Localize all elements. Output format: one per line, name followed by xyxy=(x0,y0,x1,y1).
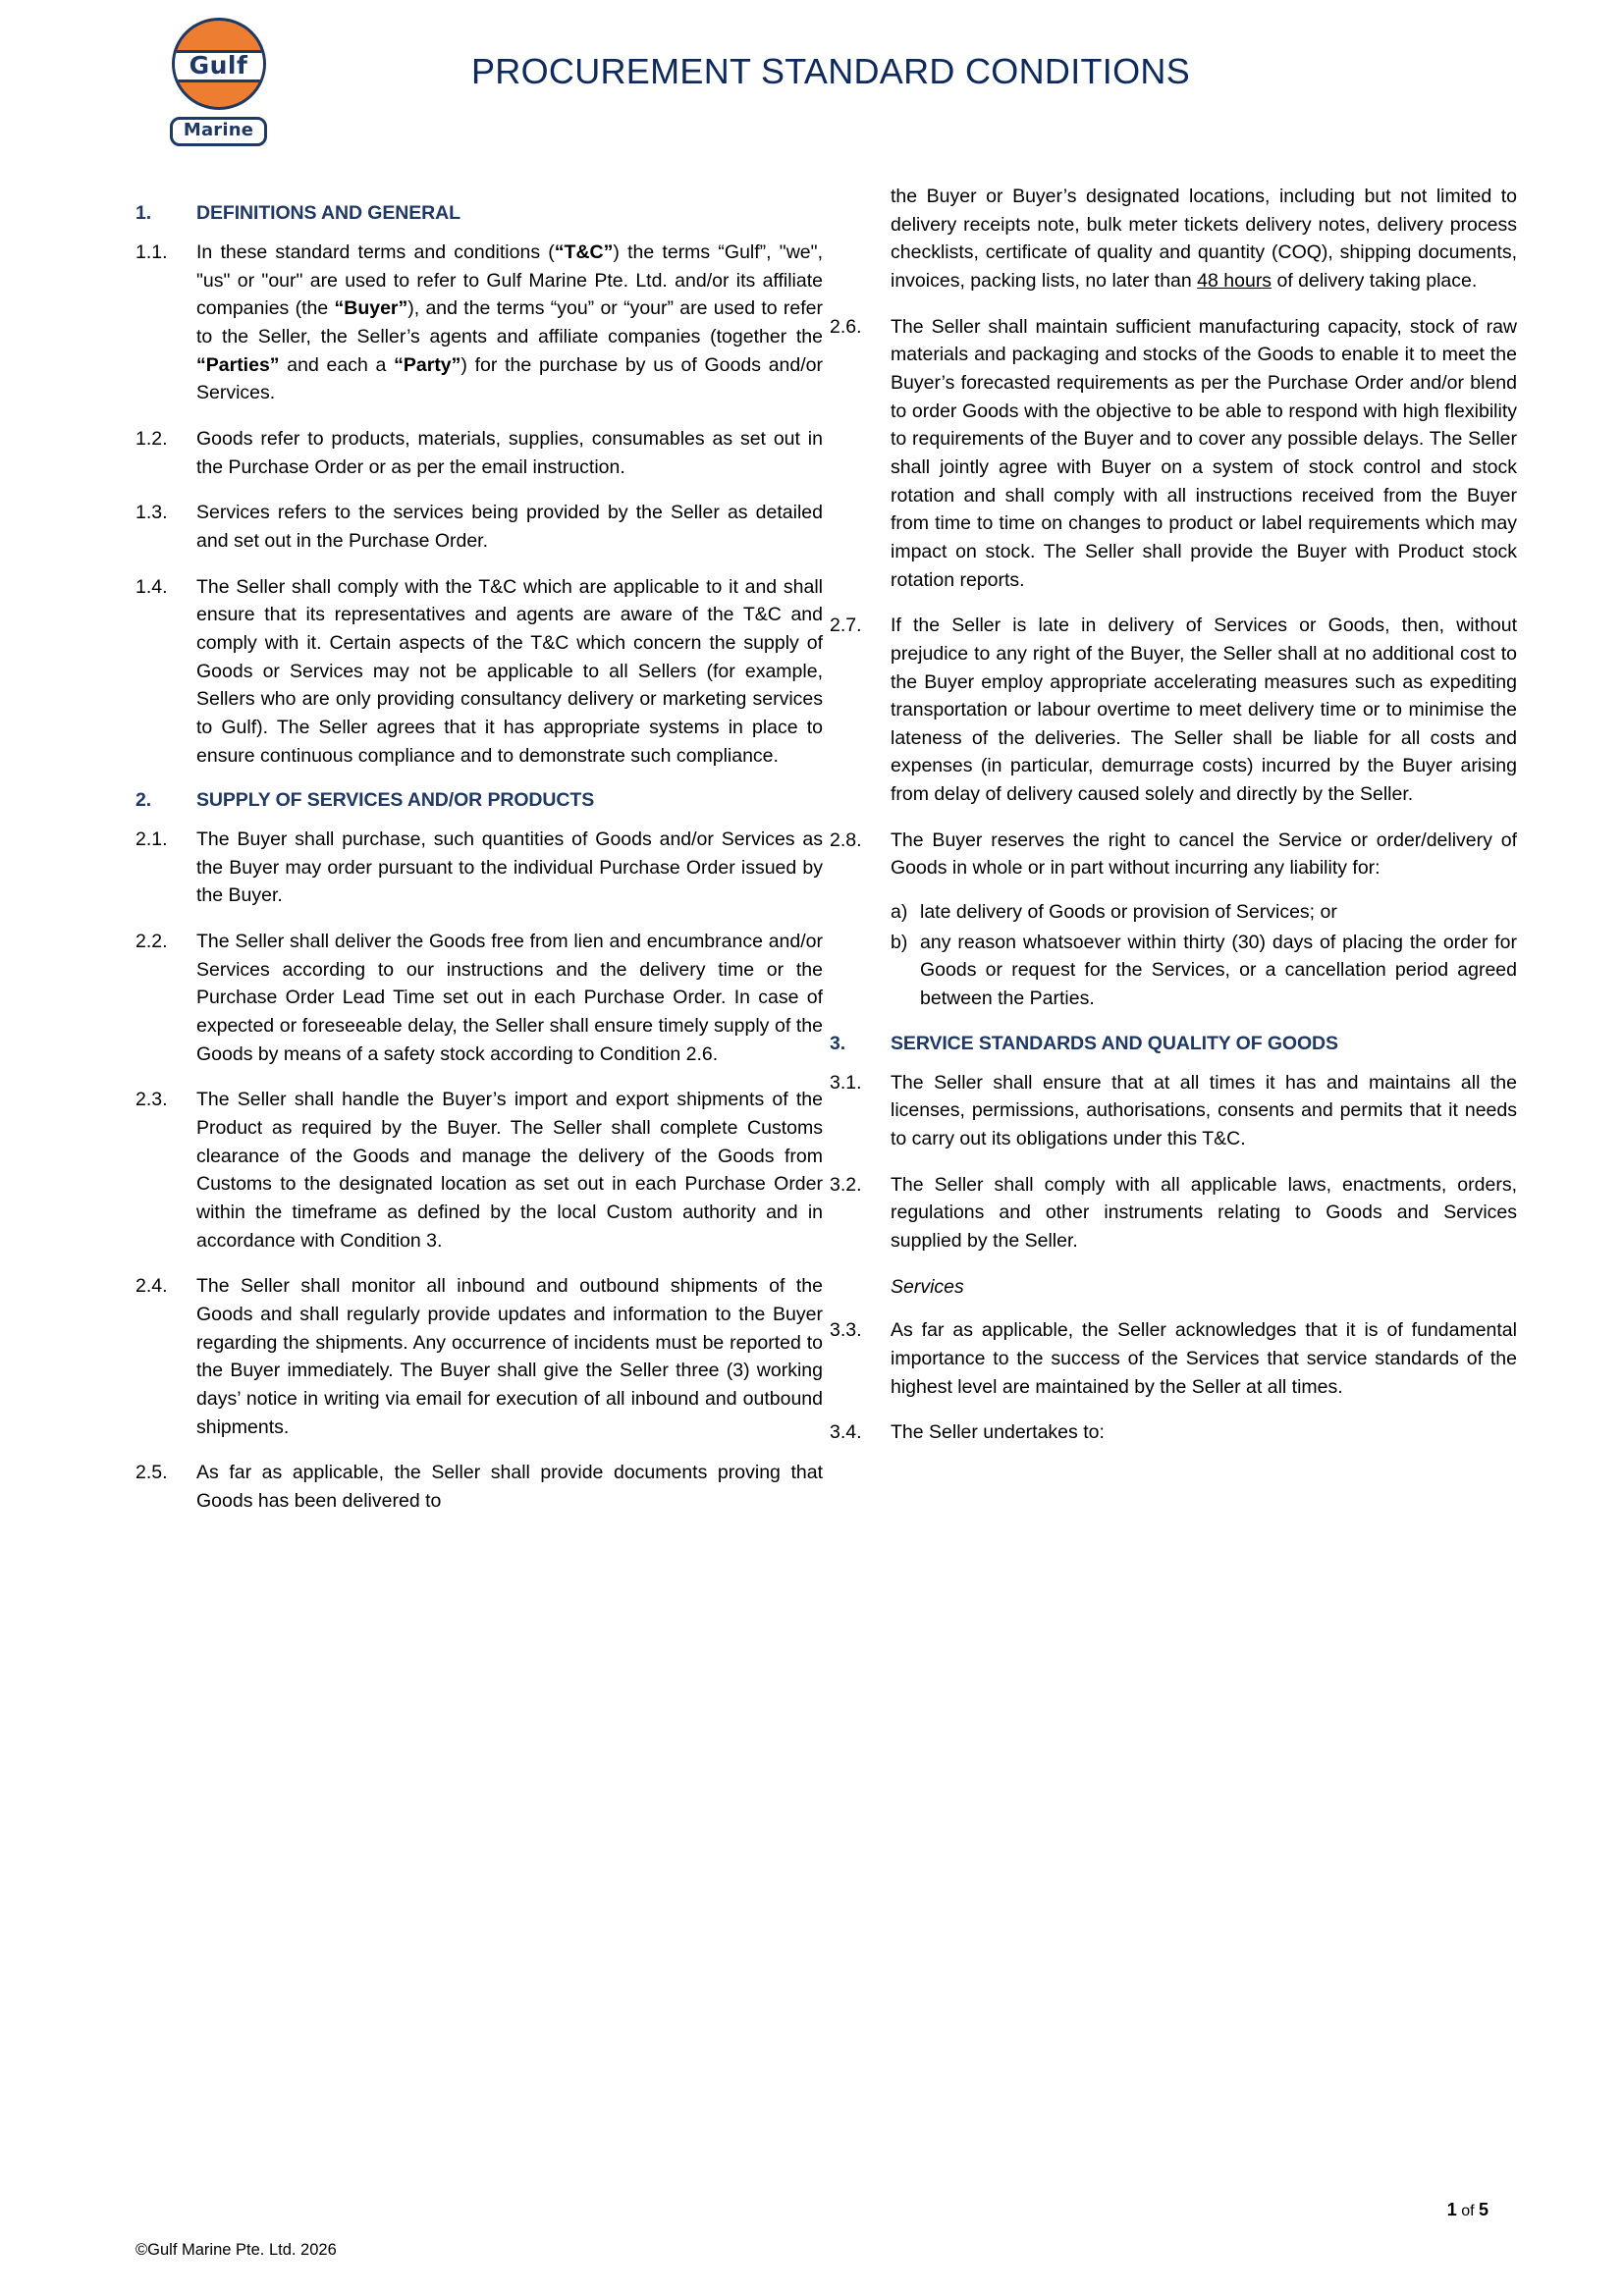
clause-number: 2.2. xyxy=(135,931,168,953)
document-body xyxy=(0,183,1624,2146)
column-left xyxy=(135,183,823,1533)
page-number xyxy=(1447,2200,1489,2220)
clause-1-3 xyxy=(135,499,823,555)
section-title: SUPPLY OF SERVICES AND/OR PRODUCTS xyxy=(196,789,595,812)
clause-2-4 xyxy=(135,1272,823,1441)
clause-text: Goods refer to products, materials, supplies, consumables as set out in the Purchase Order or as per the email instruction. xyxy=(196,427,823,478)
clause-2-1 xyxy=(135,826,823,910)
page-number-separator: of xyxy=(1456,2203,1479,2219)
section-number: 3. xyxy=(830,1032,846,1054)
page-title: PROCUREMENT STANDARD CONDITIONS xyxy=(471,51,1191,91)
section-heading-3 xyxy=(830,1033,1517,1055)
clause-2-3 xyxy=(135,1086,823,1255)
clause-text: The Seller shall handle the Buyer’s import and export shipments of the Product as required by the Buyer. The Seller shall complete Customs clearance of the Goods and manage the delivery of the Goods from Customs to the designated location as set out in each Purchase Order within the timeframe as defined by the local Custom authority and in accordance with Condition 3. xyxy=(196,1089,823,1252)
clause-text: The Seller undertakes to: xyxy=(891,1421,1105,1444)
clause-number xyxy=(830,183,891,295)
clause-number: 2.6. xyxy=(830,315,862,338)
clause-text: Services refers to the services being provided by the Seller as detailed and set out in the Purchase Order. xyxy=(196,502,823,552)
gulf-marine-logo xyxy=(157,18,280,146)
clause-number: 2.1. xyxy=(135,828,168,851)
clause-text: The Seller shall maintain sufficient manufacturing capacity, stock of raw materials and packaging and stocks of the Goods to enable it to meet the Buyer’s forecasted requirements as per the Purchase Order and/or blend to order Goods with the objective to be able to respond with high flexibility to requirements of the Buyer and to cover any possible delays. The Seller shall jointly agree with Buyer on a system of stock control and stock rotation and shall comply with all instructions received from the Buyer from time to time on changes to product or label requirements which may impact on stock. The Seller shall provide the Buyer with Product stock rotation reports. xyxy=(891,315,1517,591)
clause-2-5-continuation xyxy=(830,183,1517,295)
clause-number: 2.5. xyxy=(135,1462,168,1484)
copyright-notice: ©Gulf Marine Pte. Ltd. 2026 xyxy=(135,2241,337,2259)
gulf-logo-disc xyxy=(172,18,266,110)
clause-text: The Seller shall comply with all applicable laws, enactments, orders, regulations and other instruments relating to Goods and Services supplied by the Seller. xyxy=(891,1173,1517,1252)
clause-text: The Buyer shall purchase, such quantities of Goods and/or Services as the Buyer may order pursuant to the individual Purchase Order issued by the Buyer. xyxy=(196,828,823,907)
clause-number: 3.3. xyxy=(830,1319,862,1342)
subsection-heading-services: Services xyxy=(891,1275,964,1298)
clause-2-6 xyxy=(830,313,1517,595)
clause-number: 1.2. xyxy=(135,427,168,450)
clause-number: 3.4. xyxy=(830,1421,862,1444)
marine-badge-label: Marine xyxy=(183,120,254,140)
list-item-text: any reason whatsoever within thirty (30) days of placing the order for Goods or request for the Services, or a cancellation period agreed between the Parties. xyxy=(920,931,1517,1010)
clause-number: 3.2. xyxy=(830,1173,862,1196)
clause-text: The Seller shall deliver the Goods free from lien and encumbrance and/or Services according to our instructions and the delivery time or the Purchase Order Lead Time set out in each Purchase Order. In case of expected or foreseeable delay, the Seller shall ensure timely supply of the Goods by means of a safety stock according to Condition 2.6. xyxy=(196,931,823,1065)
column-right xyxy=(830,183,1517,1465)
section-number: 1. xyxy=(135,202,152,224)
list-item-text: late delivery of Goods or provision of Services; or xyxy=(920,901,1337,924)
section-heading-2 xyxy=(135,789,823,812)
clause-text: The Seller shall comply with the T&C which are applicable to it and shall ensure that its representatives and agents are aware of the T&C and comply with it. Certain aspects of the T&C which concern the supply of Goods or Services may not be applicable to all Sellers (for example, Sellers who are only providing consultancy delivery or marketing services to Gulf). The Seller agrees that it has appropriate systems in place to ensure continuous compliance and to demonstrate such compliance. xyxy=(196,575,823,767)
page-number-current: 1 xyxy=(1446,2200,1457,2219)
clause-number: 2.3. xyxy=(135,1089,168,1111)
section-number: 2. xyxy=(135,789,152,812)
page-footer xyxy=(0,2159,1624,2296)
clause-2-2 xyxy=(135,928,823,1068)
clause-text: The Buyer reserves the right to cancel the Service or order/delivery of Goods in whole or in part without incurring any liability for: xyxy=(891,828,1517,880)
section-title: DEFINITIONS AND GENERAL xyxy=(196,202,460,224)
clause-2-8 xyxy=(830,827,1517,882)
section-title: SERVICE STANDARDS AND QUALITY OF GOODS xyxy=(891,1032,1338,1054)
list-item xyxy=(891,898,1517,927)
clause-text: If the Seller is late in delivery of Services or Goods, then, without prejudice to any right of the Buyer, the Seller shall at no additional cost to the Buyer employ appropriate accelerating measures such as expediting transportation or labour overtime to meet delivery time or to minimise the lateness of the deliveries. The Seller shall be liable for all costs and expenses (in particular, demurrage costs) incurred by the Buyer arising from delay of delivery caused solely and directly by the Seller. xyxy=(891,614,1517,806)
clause-number: 2.7. xyxy=(830,614,862,637)
clause-text: In these standard terms and conditions (“T&C”) the terms “Gulf”, "we", "us" or "our" are used to refer to Gulf Marine Pte. Ltd. and/or its affiliate companies (the “Buyer”), and the terms “you” or “your” are used to refer to the Seller, the Seller’s agents and affiliate companies (together the “Parties” and each a “Party”) for the purchase by us of Goods and/or Services. xyxy=(196,241,823,404)
clause-number: 1.4. xyxy=(135,575,168,598)
section-heading-1 xyxy=(135,202,823,225)
list-item xyxy=(891,929,1517,1013)
clause-text: As far as applicable, the Seller acknowledges that it is of fundamental importance to the success of the Services that service standards of the highest level are maintained by the Seller at all times. xyxy=(891,1319,1517,1398)
marine-badge xyxy=(170,117,267,146)
clause-number: 3.1. xyxy=(830,1071,862,1094)
clause-number: 1.1. xyxy=(135,241,168,263)
clause-text: The Seller shall ensure that at all times it has and maintains all the licenses, permissions, authorisations, consents and permits that it needs to carry out its obligations under this T&C. xyxy=(891,1071,1517,1150)
gulf-logo-wordmark: Gulf xyxy=(189,51,248,80)
clause-text: As far as applicable, the Seller shall provide documents proving that Goods has been delivered to xyxy=(196,1462,823,1512)
clause-text: the Buyer or Buyer’s designated locations, including but not limited to delivery receipts note, bulk meter tickets delivery notes, delivery process checklists, certificate of quality and quantity (COQ), shipping documents, invoices, packing lists, no later than 48 hours of delivery taking place. xyxy=(891,186,1517,292)
list-item-label: b) xyxy=(891,931,908,953)
clause-2-8-sublist xyxy=(891,898,1517,1013)
clause-number: 2.4. xyxy=(135,1275,168,1298)
page-number-total: 5 xyxy=(1478,2200,1489,2219)
clause-number: 1.3. xyxy=(135,502,168,524)
clause-1-2 xyxy=(135,425,823,481)
clause-1-4 xyxy=(135,573,823,771)
clause-text: The Seller shall monitor all inbound and outbound shipments of the Goods and shall regularly provide updates and information to the Buyer regarding the shipments. Any occurrence of incidents must be reported to the Buyer immediately. The Buyer shall give the Seller three (3) working days’ notice in writing via email for execution of all inbound and outbound shipments. xyxy=(196,1275,823,1438)
clause-2-7 xyxy=(830,612,1517,809)
clause-1-1 xyxy=(135,239,823,407)
clause-2-5 xyxy=(135,1459,823,1515)
clause-3-3 xyxy=(830,1316,1517,1401)
page-header xyxy=(0,0,1624,182)
clause-3-2 xyxy=(830,1171,1517,1255)
list-item-label: a) xyxy=(891,901,908,924)
clause-3-1 xyxy=(830,1069,1517,1153)
gulf-logo-band xyxy=(172,50,266,82)
clause-number: 2.8. xyxy=(830,828,862,851)
clause-3-4 xyxy=(830,1418,1517,1447)
